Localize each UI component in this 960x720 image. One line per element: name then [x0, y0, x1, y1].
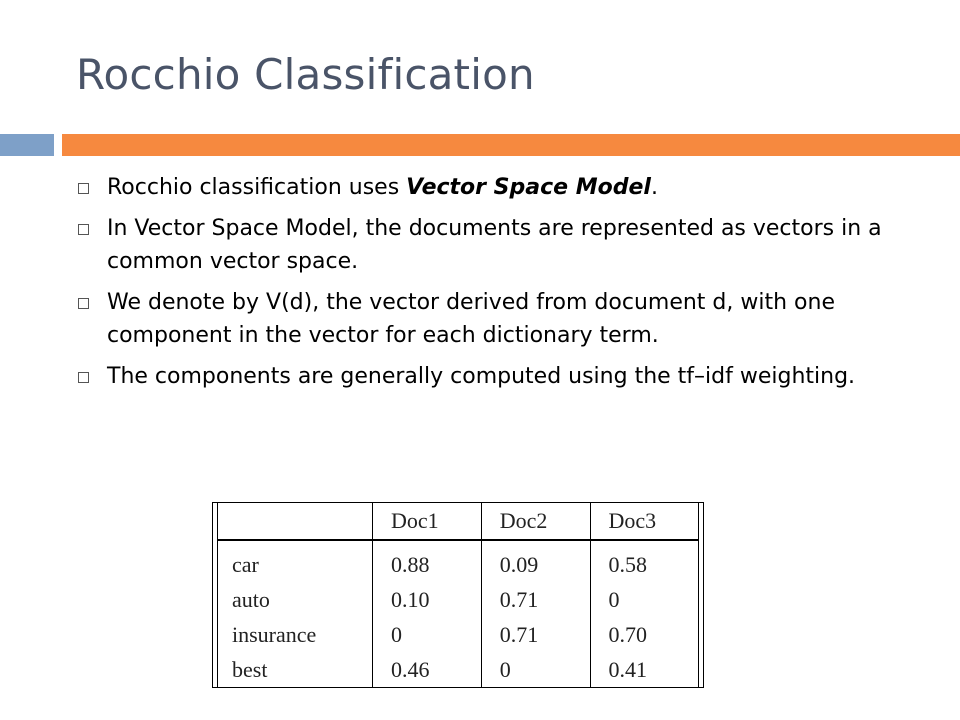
table-cell: 0.58	[590, 540, 698, 582]
row-term: auto	[232, 587, 270, 612]
tfidf-weight-table	[218, 503, 698, 687]
table-cell: 0.41	[590, 652, 698, 687]
title-accent-bar-main	[62, 134, 960, 156]
slide-title: Rocchio Classification	[76, 50, 535, 99]
table-cell: 0.71	[481, 617, 590, 652]
row-term: best	[232, 657, 268, 682]
hollow-square-bullet-icon	[78, 183, 89, 194]
bullet-text: In Vector Space Model, the documents are represented as vectors in a common vector space.	[107, 216, 882, 274]
bullet-item	[78, 212, 938, 278]
hollow-square-bullet-icon	[78, 298, 89, 309]
bullet-item	[78, 171, 938, 204]
table-cell: 0	[373, 617, 482, 652]
column-header: Doc2	[481, 503, 590, 540]
table-row	[218, 617, 698, 652]
table-cell: 0.71	[481, 582, 590, 617]
bullet-text-prefix: Rocchio classification uses	[107, 175, 407, 200]
tfidf-table-frame	[212, 502, 704, 688]
table-cell: 0.88	[373, 540, 482, 582]
table-cell: 0.70	[590, 617, 698, 652]
title-accent-bar-left	[0, 134, 54, 156]
bullet-item	[78, 286, 938, 352]
bullet-text-suffix: .	[650, 175, 658, 200]
bullet-emphasis: Vector Space Model	[406, 175, 651, 200]
bullet-item	[78, 360, 938, 393]
column-header: Doc1	[373, 503, 482, 540]
table-cell: 0	[481, 652, 590, 687]
bullet-text: We denote by V(d), the vector derived from document d, with one component in the vector for each dictionary term.	[107, 290, 835, 348]
hollow-square-bullet-icon	[78, 224, 89, 235]
table-row	[218, 540, 698, 582]
table-cell: 0.09	[481, 540, 590, 582]
hollow-square-bullet-icon	[78, 372, 89, 383]
bullet-list	[78, 171, 938, 401]
bullet-text: The components are generally computed using the tf–idf weighting.	[107, 364, 856, 389]
table-cell: 0.10	[373, 582, 482, 617]
row-term: car	[232, 552, 259, 577]
table-row	[218, 652, 698, 687]
row-term: insurance	[232, 622, 317, 647]
table-header-row	[218, 503, 698, 540]
table-cell: 0.46	[373, 652, 482, 687]
table-cell: 0	[590, 582, 698, 617]
column-header: Doc3	[590, 503, 698, 540]
table-row	[218, 582, 698, 617]
table-corner-cell	[218, 503, 373, 540]
